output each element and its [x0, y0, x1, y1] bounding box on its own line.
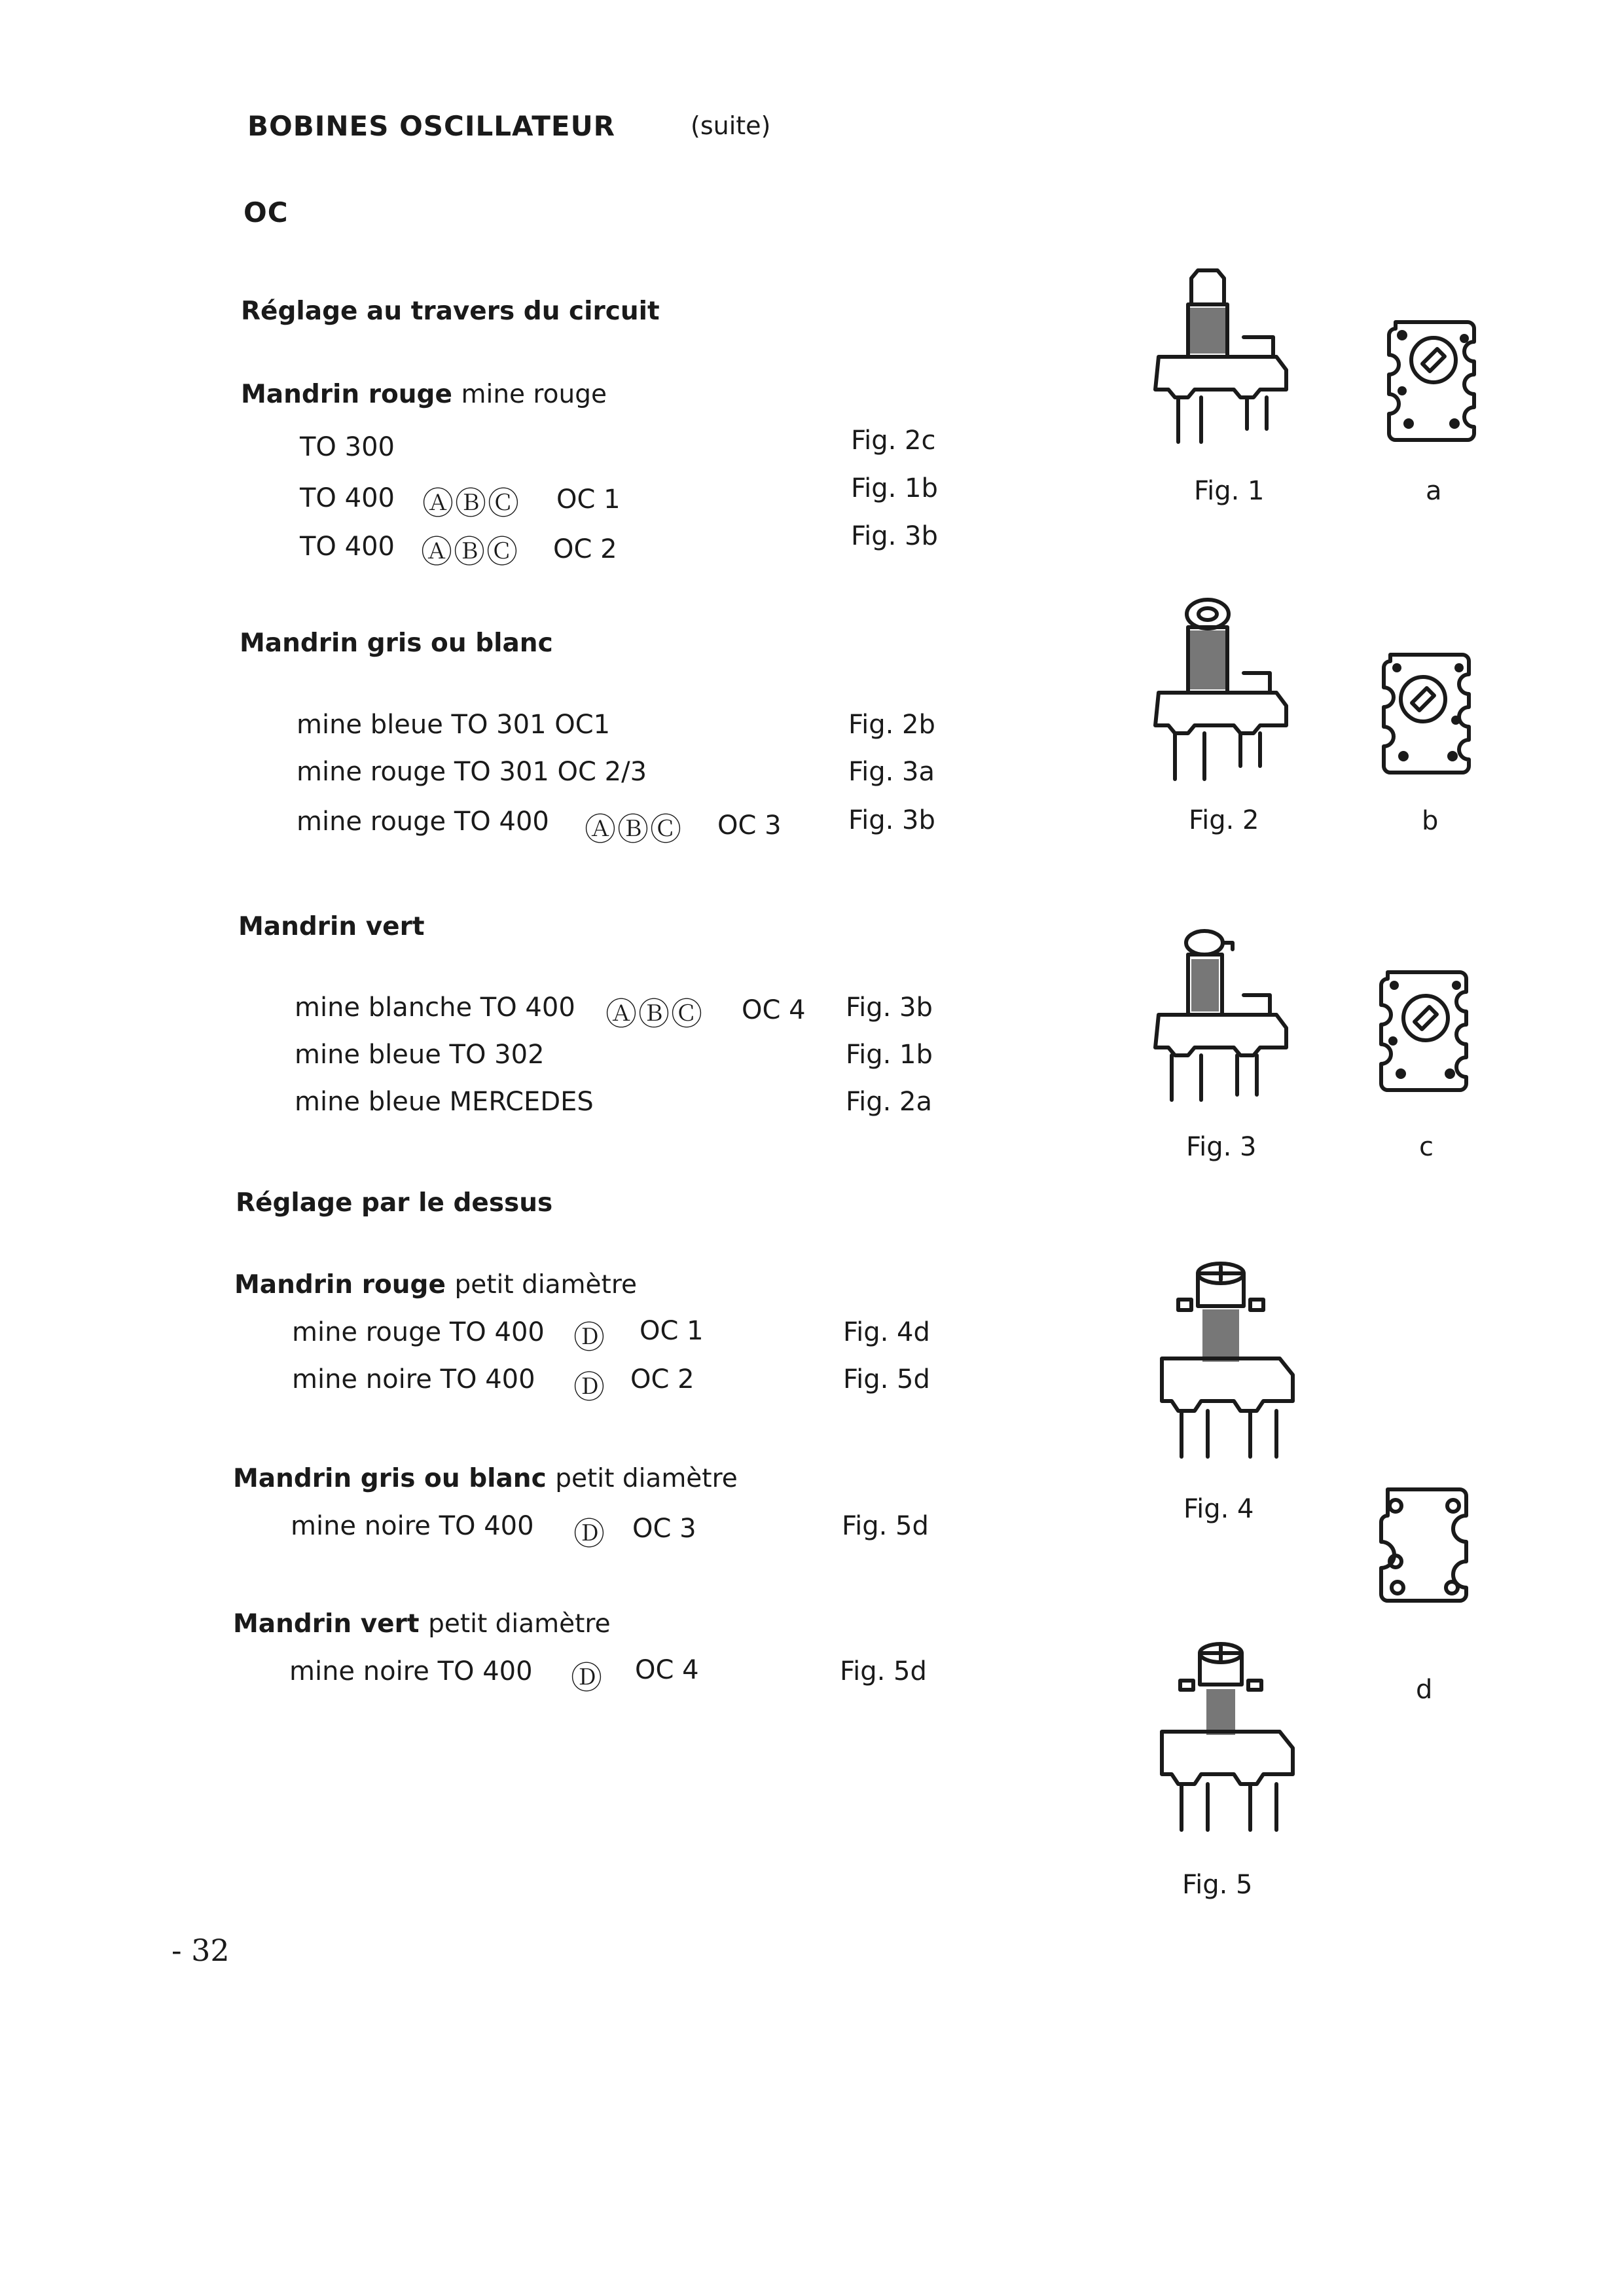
- circled-letters: ⒶⒷⒸ: [585, 811, 683, 848]
- row-label: mine noire TO 400: [289, 1656, 533, 1686]
- row-fig: Fig. 3b: [851, 521, 938, 551]
- figure-caption: Fig. 3: [1186, 1132, 1257, 1162]
- row-oc: OC 3: [632, 1514, 696, 1544]
- footprint-caption: b: [1422, 806, 1439, 836]
- row-fig: Fig. 4d: [843, 1317, 930, 1347]
- row-label: mine bleue MERCEDES: [295, 1087, 594, 1117]
- row-label: mine noire TO 400: [292, 1364, 535, 1394]
- group-rest: petit diamètre: [428, 1609, 611, 1639]
- row-label: mine rouge TO 400: [297, 807, 549, 837]
- group-bold: Mandrin gris ou blanc: [240, 629, 553, 658]
- figure-caption: Fig. 5: [1182, 1870, 1253, 1900]
- group-rest: petit diamètre: [555, 1464, 738, 1493]
- row-label: mine rouge TO 400: [292, 1317, 545, 1347]
- footprint-d: [1375, 1483, 1473, 1614]
- coil-figure-1: [1146, 252, 1303, 448]
- circled-letters: Ⓓ: [573, 1516, 607, 1552]
- row-oc: OC 3: [717, 811, 782, 841]
- row-fig: Fig. 3a: [848, 757, 935, 787]
- section-heading-through-circuit: Réglage au travers du circuit: [241, 297, 660, 326]
- figure-caption: Fig. 1: [1194, 476, 1265, 506]
- group-bold: Mandrin vert: [233, 1609, 420, 1639]
- group-heading: [241, 380, 607, 409]
- row-fig: Fig. 2a: [846, 1087, 932, 1117]
- footprint-c: [1375, 966, 1473, 1097]
- group-bold: Mandrin vert: [238, 912, 425, 941]
- coil-figure-3: [1146, 923, 1303, 1120]
- footprint-caption: d: [1416, 1675, 1433, 1705]
- group-heading: [240, 629, 553, 658]
- row-label: mine rouge TO 301 OC 2/3: [297, 757, 647, 787]
- row-label: mine bleue TO 302: [295, 1040, 545, 1070]
- row-label: TO 300: [300, 432, 395, 462]
- row-label: TO 400: [300, 483, 395, 513]
- coil-figure-4: [1155, 1260, 1306, 1470]
- page-number: - 32: [171, 1933, 230, 1968]
- group-heading: [234, 1270, 637, 1300]
- row-fig: Fig. 5d: [840, 1656, 927, 1686]
- group-bold: Mandrin rouge: [241, 380, 452, 409]
- footprint-caption: a: [1426, 476, 1442, 506]
- row-fig: Fig. 3b: [848, 805, 935, 835]
- figure-caption: Fig. 4: [1183, 1494, 1254, 1524]
- circled-letters: ⒶⒷⒸ: [422, 485, 521, 522]
- row-oc: OC 4: [742, 995, 806, 1025]
- row-oc: OC 1: [640, 1316, 704, 1346]
- group-heading: [238, 912, 425, 941]
- group-heading: [233, 1609, 611, 1639]
- row-oc: OC 2: [630, 1364, 695, 1394]
- coil-figure-5: [1155, 1640, 1306, 1850]
- group-bold: Mandrin gris ou blanc: [233, 1464, 547, 1493]
- title-suffix: (suite): [691, 111, 771, 140]
- row-label: mine blanche TO 400: [295, 993, 575, 1023]
- row-fig: Fig. 5d: [842, 1511, 929, 1541]
- row-fig: Fig. 1b: [846, 1040, 933, 1070]
- page-title: BOBINES OSCILLATEUR: [247, 110, 616, 142]
- footprint-b: [1377, 648, 1475, 779]
- row-fig: Fig. 3b: [846, 993, 933, 1023]
- circled-letters: Ⓓ: [573, 1319, 607, 1356]
- row-fig: Fig. 5d: [843, 1364, 930, 1394]
- row-label: TO 400: [300, 532, 395, 562]
- circled-letters: Ⓓ: [573, 1369, 607, 1406]
- row-oc: OC 2: [553, 534, 617, 564]
- circled-letters: Ⓓ: [571, 1660, 604, 1696]
- circled-letters: ⒶⒷⒸ: [421, 534, 520, 570]
- row-label: mine noire TO 400: [291, 1511, 534, 1541]
- figure-caption: Fig. 2: [1189, 805, 1259, 835]
- band-heading: OC: [244, 196, 289, 228]
- group-rest: mine rouge: [461, 380, 607, 409]
- group-heading: [233, 1464, 738, 1493]
- row-fig: Fig. 2c: [851, 426, 936, 456]
- row-label: mine bleue TO 301 OC1: [297, 710, 611, 740]
- coil-figure-2: [1146, 594, 1303, 791]
- footprint-caption: c: [1419, 1132, 1434, 1162]
- row-fig: Fig. 1b: [851, 473, 938, 503]
- row-fig: Fig. 2b: [848, 710, 935, 740]
- row-oc: OC 4: [635, 1655, 699, 1685]
- footprint-a: [1382, 316, 1481, 446]
- row-oc: OC 1: [556, 484, 621, 515]
- group-bold: Mandrin rouge: [234, 1270, 446, 1300]
- group-rest: petit diamètre: [454, 1270, 638, 1300]
- circled-letters: ⒶⒷⒸ: [605, 996, 704, 1032]
- section-heading-from-top: Réglage par le dessus: [236, 1188, 553, 1218]
